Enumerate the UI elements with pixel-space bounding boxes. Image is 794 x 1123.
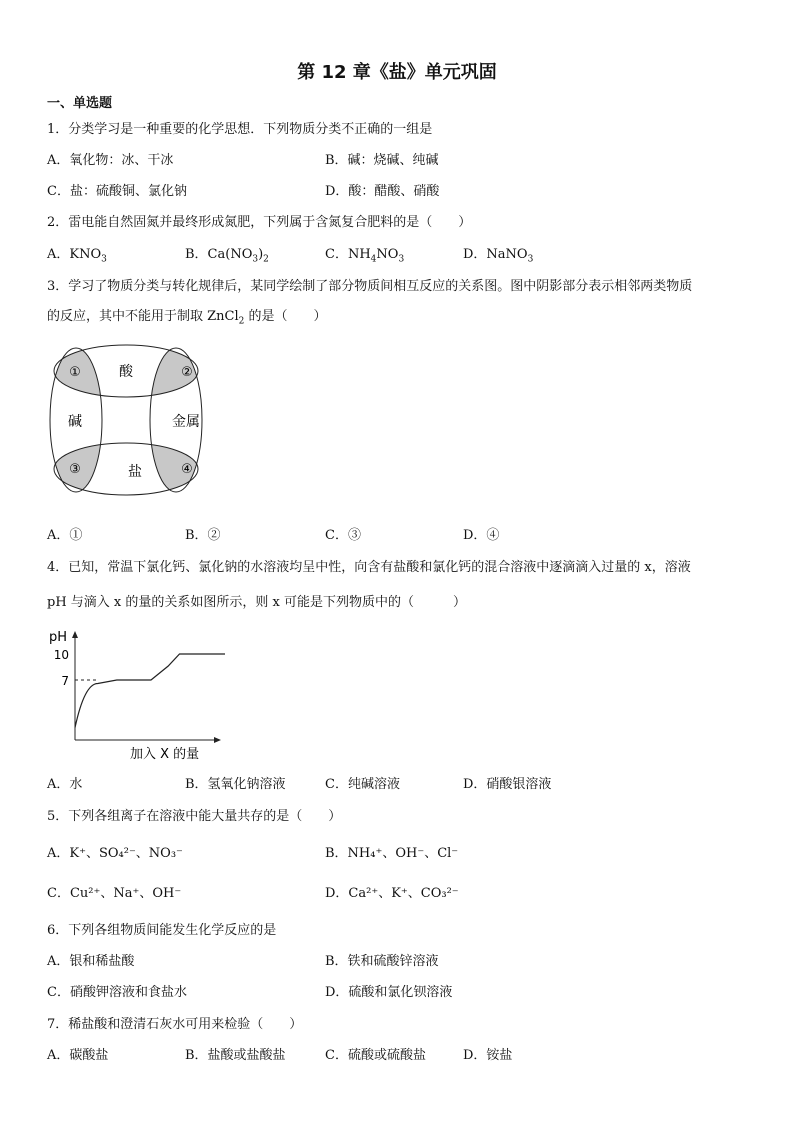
q4-option-d: D．硝酸银溶液	[463, 777, 552, 792]
q3-option-a: A．①	[47, 528, 83, 543]
q1-option-d: D．酸：醋酸、硝酸	[325, 184, 440, 199]
q7-option-c: C．硫酸或硫酸盐	[325, 1048, 426, 1063]
ph-chart	[45, 625, 225, 765]
q4-option-c: C．纯碱溶液	[325, 777, 400, 792]
question-3-stem-line2: 的反应，其中不能用于制取 ZnCl$_2$ 的是（ ）	[47, 309, 327, 327]
label-3: ③	[69, 462, 81, 477]
q4-option-b: B．氢氧化钠溶液	[185, 777, 286, 792]
q7-option-b: B．盐酸或盐酸盐	[185, 1048, 286, 1063]
question-3-stem-line1: 3．学习了物质分类与转化规律后，某同学绘制了部分物质间相互反应的关系图。图中阴影部分表示相邻两类物质	[47, 279, 693, 294]
q4-option-a: A．水	[47, 777, 83, 792]
y-axis-arrow	[72, 631, 78, 638]
y-tick-10: 10	[53, 648, 69, 662]
label-salt: 盐	[128, 464, 142, 480]
q6-option-c: C．硝酸钾溶液和食盐水	[47, 985, 187, 1000]
q1-option-a: A．氧化物：冰、干冰	[47, 153, 174, 168]
label-1: ①	[69, 365, 81, 380]
question-4-stem-line2: pH 与滴入 x 的量的关系如图所示，则 x 可能是下列物质中的（ ）	[47, 595, 466, 610]
page-title: 第 12 章《盐》单元巩固	[297, 62, 497, 83]
q6-option-a: A．银和稀盐酸	[47, 954, 135, 969]
q5-option-b: B．NH₄⁺、OH⁻、Cl⁻	[325, 846, 459, 861]
label-acid: 酸	[119, 364, 133, 380]
x-axis-label: 加入 X 的量	[130, 747, 200, 762]
question-7-stem: 7．稀盐酸和澄清石灰水可用来检验（ ）	[47, 1017, 303, 1032]
q7-option-d: D．铵盐	[463, 1048, 513, 1063]
question-1-stem: 1．分类学习是一种重要的化学思想．下列物质分类不正确的一组是	[47, 122, 433, 137]
q3-option-d: D．④	[463, 528, 500, 543]
q7-option-a: A．碳酸盐	[47, 1048, 109, 1063]
q2-option-a: A．$KNO_3$	[47, 247, 107, 265]
y-tick-7: 7	[61, 674, 69, 688]
q2-option-d: D．NaNO$_3$	[463, 247, 534, 265]
label-base: 碱	[68, 414, 82, 430]
q5-option-d: D．Ca²⁺、K⁺、CO₃²⁻	[325, 886, 459, 901]
q3-option-c: C．③	[325, 528, 361, 543]
question-5-stem: 5．下列各组离子在溶液中能大量共存的是（ ）	[47, 809, 342, 824]
relation-diagram	[45, 340, 220, 500]
q5-option-a: A．K⁺、SO₄²⁻、NO₃⁻	[47, 846, 183, 861]
q6-option-b: B．铁和硫酸锌溶液	[325, 954, 439, 969]
q6-option-d: D．硫酸和氯化钡溶液	[325, 985, 453, 1000]
section-heading: 一、单选题	[47, 96, 113, 111]
q5-option-c: C．Cu²⁺、Na⁺、OH⁻	[47, 886, 182, 901]
q2-option-c: C．$NH_4NO_3$	[325, 247, 405, 265]
q1-option-b: B．碱：烧碱、纯碱	[325, 153, 439, 168]
y-axis-label: pH	[49, 630, 68, 645]
label-2: ②	[181, 365, 193, 380]
q1-option-c: C．盐：硫酸铜、氯化钠	[47, 184, 187, 199]
ph-curve	[75, 654, 225, 728]
question-4-stem-line1: 4．已知，常温下氯化钙、氯化钠的水溶液均呈中性，向含有盐酸和氯化钙的混合溶液中逐滴滴入过量的 x，溶液	[47, 560, 691, 575]
label-metal: 金属	[172, 414, 200, 430]
question-6-stem: 6．下列各组物质间能发生化学反应的是	[47, 923, 277, 938]
x-axis-arrow	[214, 737, 221, 743]
q3-option-b: B．②	[185, 528, 221, 543]
label-4: ④	[181, 462, 193, 477]
question-2-stem: 2．雷电能自然固氮并最终形成氮肥，下列属于含氮复合肥料的是（ ）	[47, 215, 472, 230]
q2-option-b: B．$Ca(NO_3)_2$	[185, 247, 269, 265]
